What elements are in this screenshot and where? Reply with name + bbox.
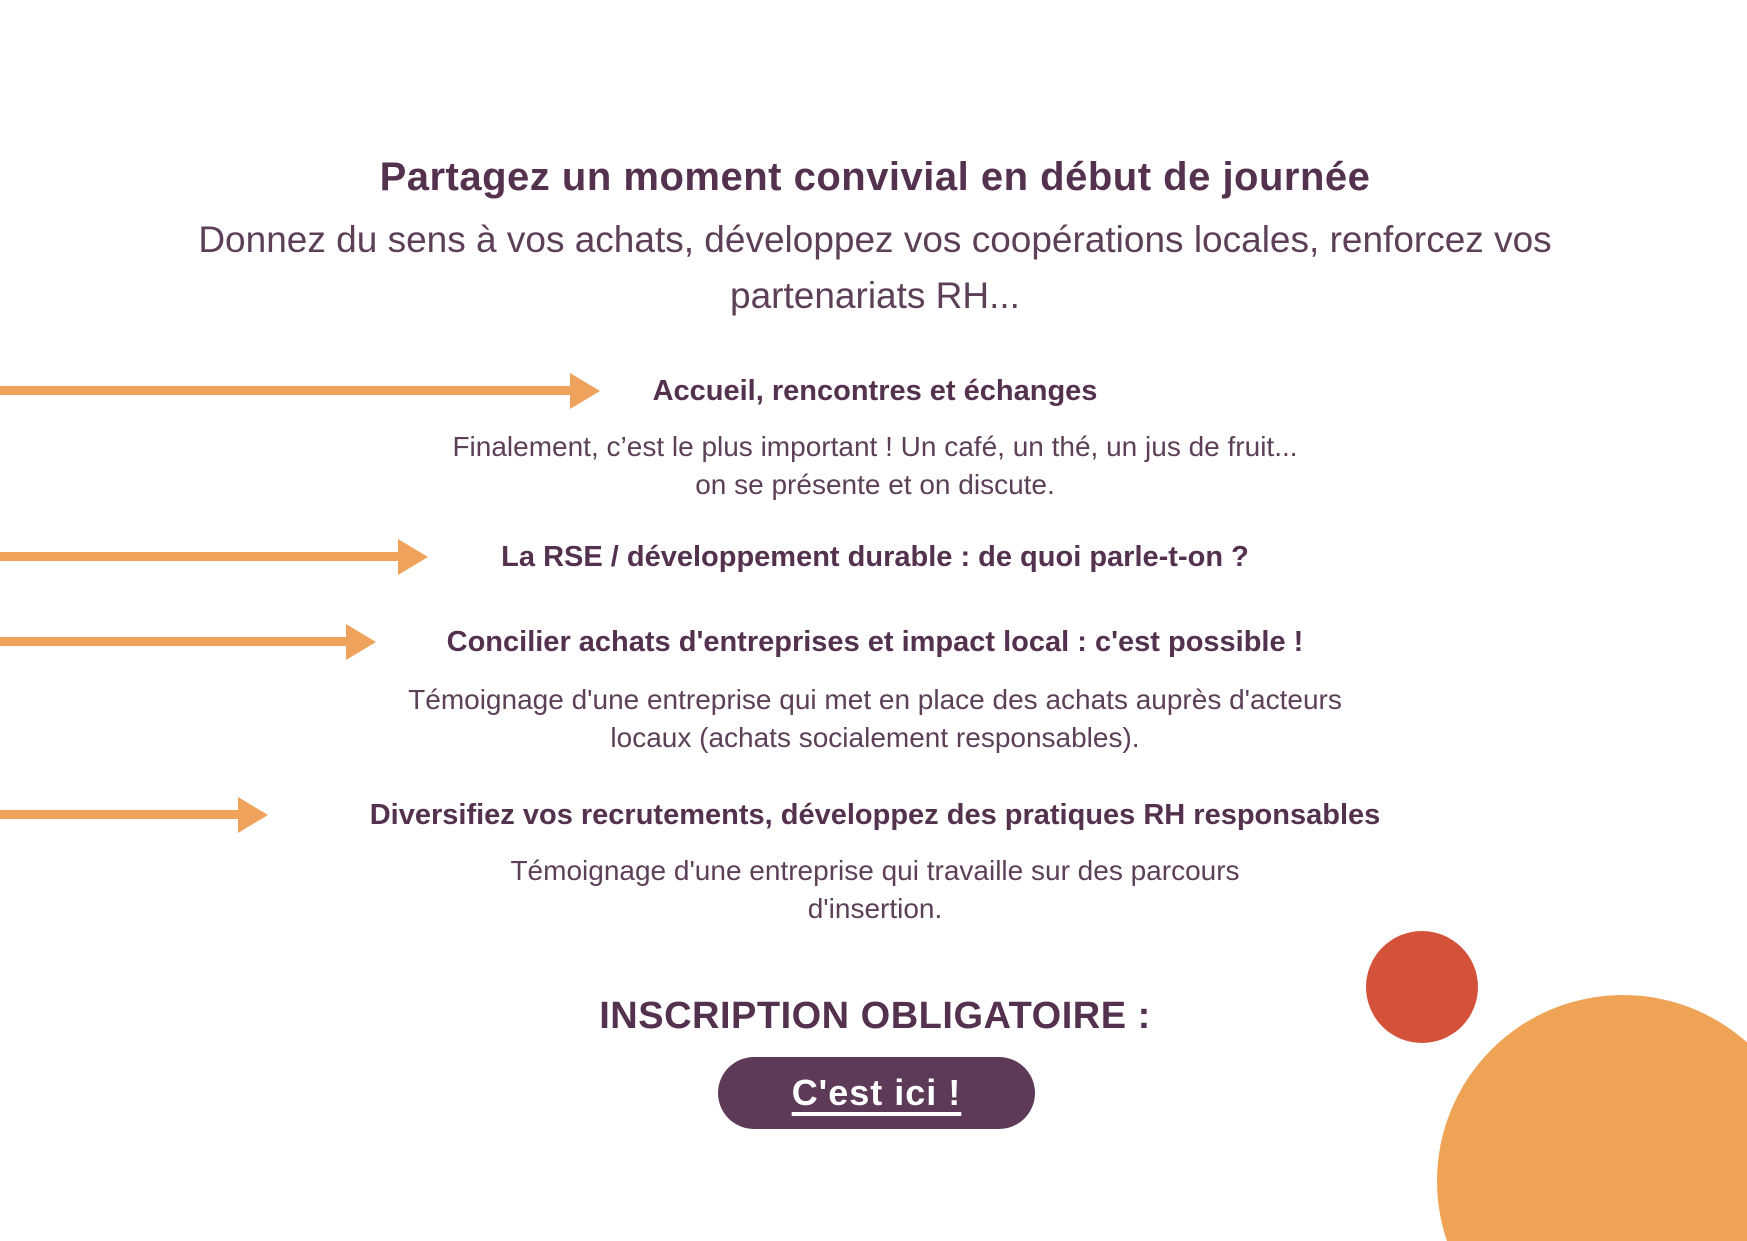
description-line: d'insertion. bbox=[807, 893, 943, 924]
description-line: Finalement, c’est le plus important ! Un café, un thé, un jus de fruit... bbox=[452, 431, 1298, 462]
description-line: Témoignage d'une entreprise qui met en place des achats auprès d'acteurs bbox=[408, 684, 1342, 715]
section-description-recrutements bbox=[0, 852, 1747, 928]
page-title: Partagez un moment convivial en début de journée bbox=[379, 155, 1371, 199]
description-line: on se présente et on discute. bbox=[695, 469, 1055, 500]
section-description-accueil bbox=[0, 428, 1747, 504]
description-line: locaux (achats socialement responsables). bbox=[610, 722, 1140, 753]
page-subtitle-line2: partenariats RH... bbox=[730, 275, 1020, 316]
section-heading-recrutements: Diversifiez vos recrutements, développez des pratiques RH responsables bbox=[369, 799, 1381, 831]
page-subtitle-line1: Donnez du sens à vos achats, développez vos coopérations locales, renforcez vos bbox=[198, 219, 1552, 260]
section-heading-achats: Concilier achats d'entreprises et impact local : c'est possible ! bbox=[446, 626, 1304, 658]
section-heading-rse: La RSE / développement durable : de quoi parle-t-on ? bbox=[501, 541, 1249, 573]
register-button-label: C'est ici ! bbox=[791, 1072, 962, 1113]
register-button[interactable] bbox=[718, 1057, 1035, 1129]
registration-heading: INSCRIPTION OBLIGATOIRE : bbox=[599, 995, 1151, 1037]
section-heading-accueil: Accueil, rencontres et échanges bbox=[652, 375, 1098, 407]
page-subtitle bbox=[0, 212, 1747, 324]
red-circle-decoration bbox=[1366, 931, 1478, 1043]
description-line: Témoignage d'une entreprise qui travaille sur des parcours bbox=[510, 855, 1240, 886]
section-description-achats bbox=[0, 681, 1747, 757]
